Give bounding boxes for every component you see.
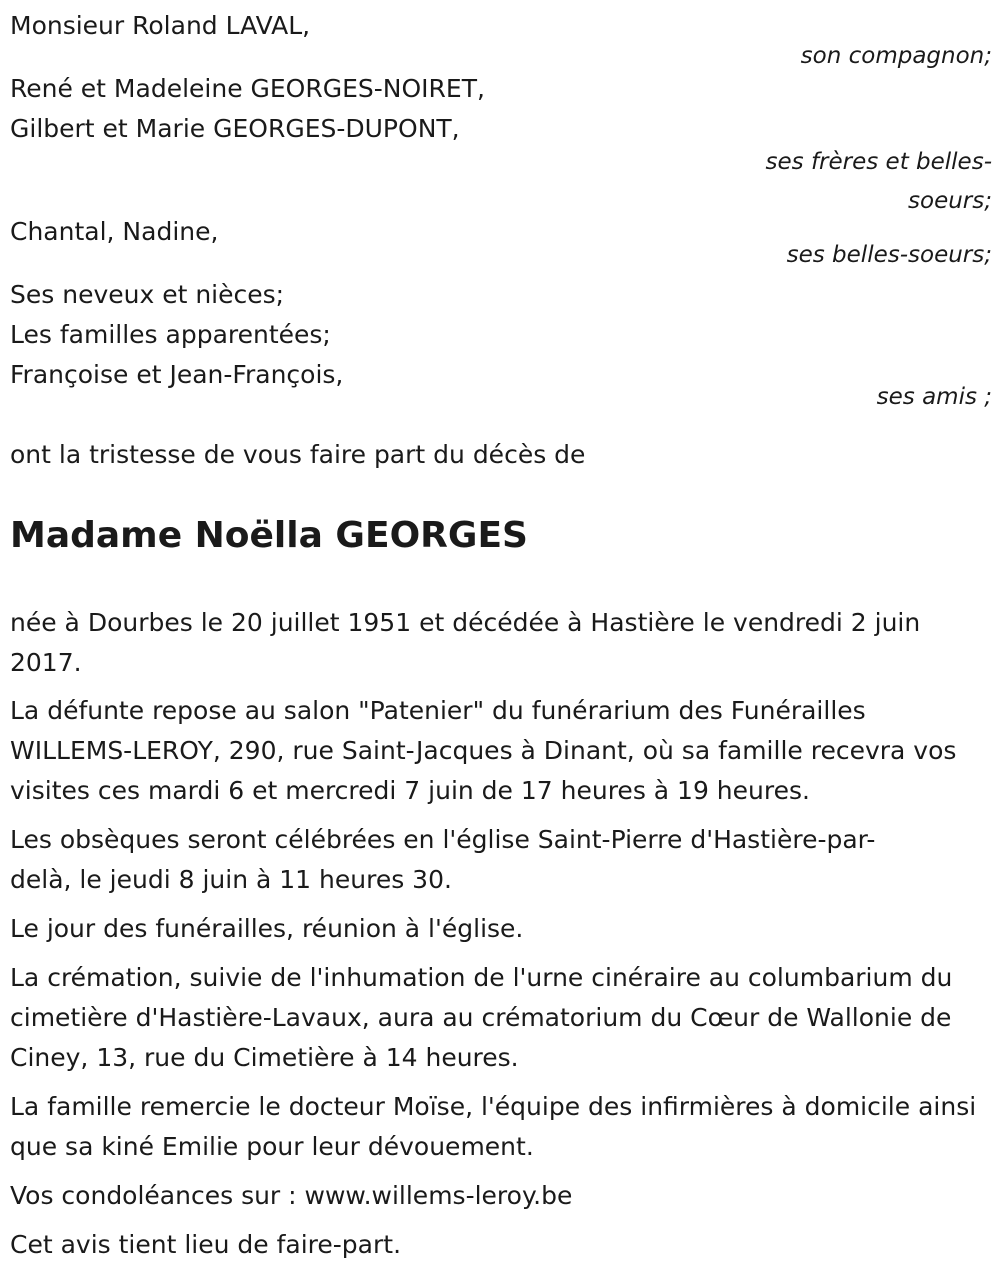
siblings-block xyxy=(10,69,992,221)
siblings-role: ses frères et belles- xyxy=(765,149,992,175)
sisters-in-law-block xyxy=(10,212,992,275)
closing-paragraph: Cet avis tient lieu de faire-part. xyxy=(10,1230,402,1259)
deceased-name: Madame Noëlla GEORGES xyxy=(10,515,528,556)
friends-names: Françoise et Jean-François, xyxy=(10,360,344,389)
visitation-paragraph: La défunte repose au salon "Patenier" du funérarium des Funérailles WILLEMS-LEROY, 290, rue Saint-Jacques à Dinant, où sa famille recevra vos visites ces mardi 6 et mercredi 7 juin de 17 heures à 19 heures. xyxy=(10,696,957,805)
sisters-in-law-names: Chantal, Nadine, xyxy=(10,217,219,246)
details-block xyxy=(10,603,985,1265)
announcement-text: ont la tristesse de vous faire part du décès de xyxy=(10,440,586,469)
birth-death-paragraph: née à Dourbes le 20 juillet 1951 et décédée à Hastière le vendredi 2 juin 2017. xyxy=(10,608,921,677)
thanks-paragraph: La famille remercie le docteur Moïse, l'équipe des infirmières à domicile ainsi que sa kiné Emilie pour leur dévouement. xyxy=(10,1092,977,1161)
partner-role: son compagnon; xyxy=(800,43,992,69)
relatives-block xyxy=(10,275,992,417)
relatives-line: Les familles apparentées; xyxy=(10,320,331,349)
sisters-in-law-role: ses belles-soeurs; xyxy=(786,242,992,268)
siblings-role-continued: soeurs; xyxy=(908,188,992,214)
sibling-couple: Gilbert et Marie GEORGES-DUPONT, xyxy=(10,114,460,143)
funeral-paragraph: Les obsèques seront célébrées en l'église Saint-Pierre d'Hastière-par-delà, le jeudi 8 juin à 11 heures 30. xyxy=(10,825,876,894)
partner-name: Monsieur Roland LAVAL, xyxy=(10,11,311,40)
partner-block xyxy=(10,6,992,76)
meeting-paragraph: Le jour des funérailles, réunion à l'église. xyxy=(10,914,524,943)
cremation-paragraph: La crémation, suivie de l'inhumation de l'urne cinéraire au columbarium du cimetière d'Hastière-Lavaux, aura au crématorium du Cœur de Wallonie de Ciney, 13, rue du Cimetière à 14 heures. xyxy=(10,963,953,1072)
relatives-line: Ses neveux et nièces; xyxy=(10,280,285,309)
condolences-paragraph: Vos condoléances sur : www.willems-leroy.be xyxy=(10,1181,573,1210)
sibling-couple: René et Madeleine GEORGES-NOIRET, xyxy=(10,74,485,103)
friends-role: ses amis ; xyxy=(876,384,992,410)
